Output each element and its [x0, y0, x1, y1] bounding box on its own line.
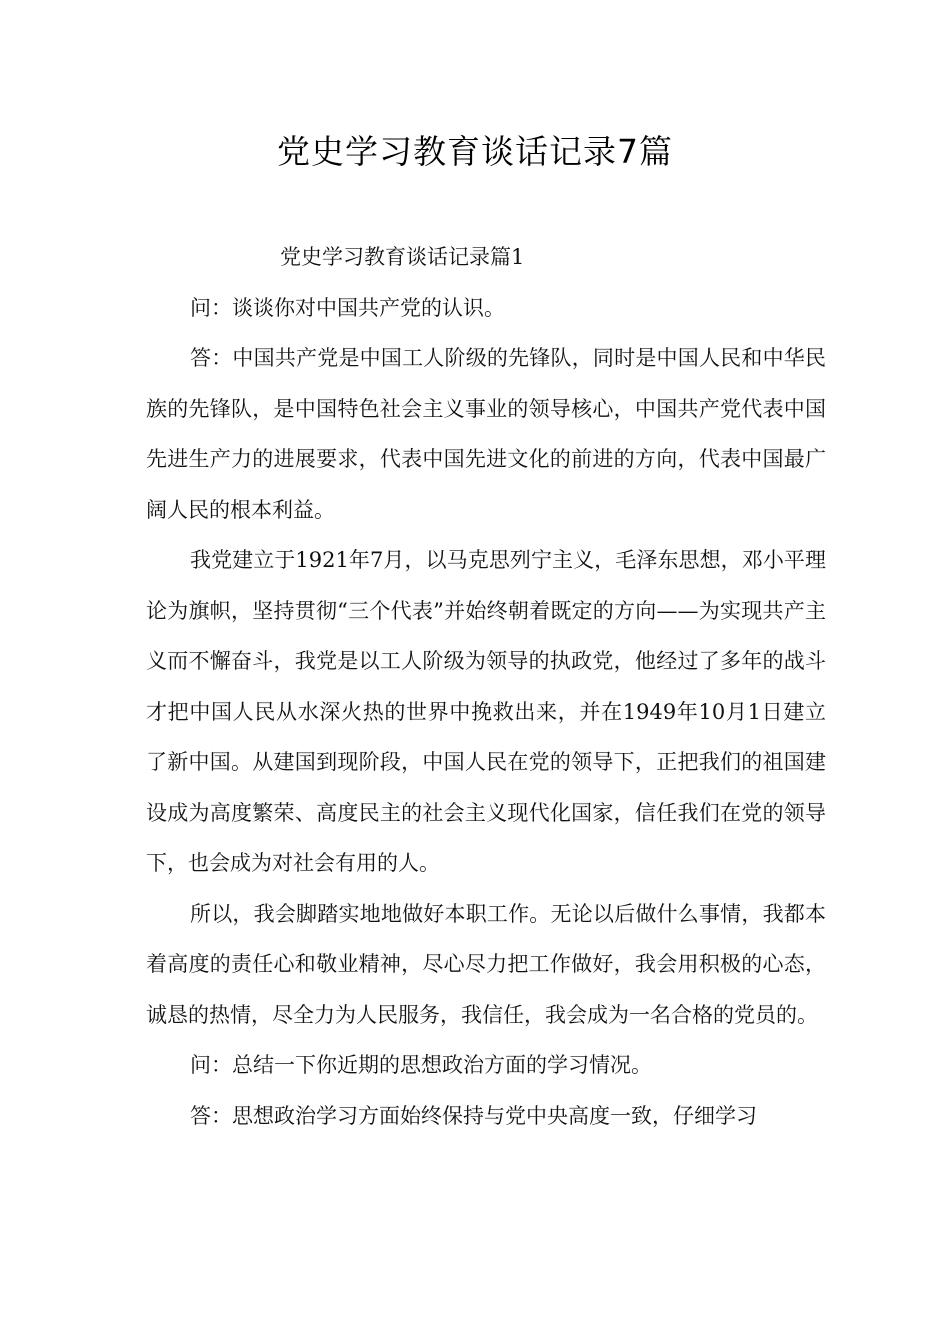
paragraph-commitment: 所以，我会脚踏实地地做好本职工作。无论以后做什么事情，我都本着高度的责任心和敬业精神，尽心尽力把工作做好，我会用积极的心态，诚恳的热情，尽全力为人民服务，我信任，我会成为一名合格的党员的。: [146, 901, 826, 1027]
section-heading: 党史学习教育谈话记录篇1: [280, 245, 525, 269]
paragraph-question-1: 问：谈谈你对中国共产党的认识。: [190, 295, 505, 320]
paragraph-answer-2: 答：思想政治学习方面始终保持与党中央高度一致，仔细学习: [190, 1103, 757, 1128]
paragraph-answer-1: 答：中国共产党是中国工人阶级的先锋队，同时是中国人民和中华民族的先锋队，是中国特色社会主义事业的领导核心，中国共产党代表中国先进生产力的进展要求，代表中国先进文化的前进的方向，代表中国最广阔人民的根本利益。: [146, 346, 826, 522]
paragraph-question-2: 问：总结一下你近期的思想政治方面的学习情况。: [190, 1053, 652, 1077]
paragraph-party-history: 我党建立于1921年7月，以马克思列宁主义，毛泽东思想，邓小平理论为旗帜，坚持贯彻“三个代表”并始终朝着既定的方向——为实现共产主义而不懈奋斗，我党是以工人阶级为领导的执政党，他经过了多年的战斗才把中国人民从水深火热的世界中挽救出来，并在1949年10月1日建立了新中国。从建国到现阶段，中国人民在党的领导下，正把我们的祖国建设成为高度繁荣、高度民主的社会主义现代化国家，信任我们在党的领导下，也会成为对社会有用的人。: [146, 548, 826, 875]
document-title: 党史学习教育谈话记录7篇: [277, 132, 673, 171]
document-body: [146, 232, 826, 1141]
